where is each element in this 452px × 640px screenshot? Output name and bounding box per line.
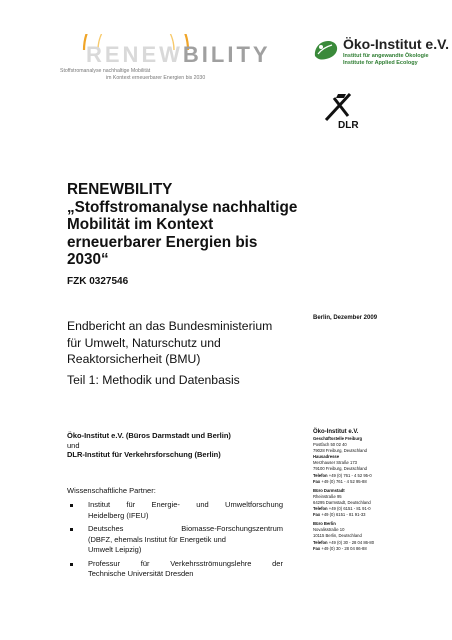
freiburg-line: 79100 Freiburg, Deutschland [313,466,368,472]
phone-label: Telefon [313,539,328,545]
berlin-line: 10115 Berlin, Deutschland [313,533,362,539]
oeko-institut-name: Öko-Institut e.V. [343,36,450,52]
berlin-head: Büro Berlin [313,521,336,527]
oeko-institut-tagline-en: Institute for Applied Ecology [343,60,418,66]
address-column [313,428,438,552]
partner-3-line-2: Technische Universität Dresden [88,569,194,578]
freiburg-line: 79028 Freiburg, Deutschland [313,448,368,454]
report-line-1: Endbericht an das Bundesministerium [67,319,273,333]
fax-label: Fax [313,512,321,518]
partner-1-word: für [126,500,136,509]
partners-list [67,500,283,583]
berlin-fax [313,546,438,552]
partner-3-word: der [272,558,283,568]
institution-conjunction: und [67,440,80,450]
fax-label: Fax [313,478,321,484]
renewbility-subtitle-1: Stoffstromanalyse nachhaltige Mobilität [60,68,151,74]
leaf-map-icon [312,38,340,64]
org-name: Öko-Institut e.V. [313,429,359,435]
phone-number: +49 (0) 6151 - 81 91-0 [328,506,371,512]
list-item [67,559,283,580]
dlr-logo [324,92,364,134]
report-part: Teil 1: Methodik und Datenbasis [67,373,240,387]
title-line-3: Mobilität im Kontext [67,216,214,233]
title-line-1: RENEWBILITY [67,181,173,198]
phone-number: +49 (0) 761 - 4 52 95-0 [328,472,372,478]
partner-1-word: Institut [88,500,111,509]
partner-1-word: Energie- [151,500,180,509]
freiburg-line: Merzhauser Straße 173 [313,460,357,466]
list-item [67,524,283,556]
document-title [67,181,317,269]
darmstadt-head: Büro Darmstadt [313,487,345,493]
report-line-2: für Umwelt, Naturschutz und [67,335,221,350]
partners-label: Wissenschaftliche Partner: [67,486,156,495]
fax-number: +49 (0) 761 - 4 52 95-88 [321,478,367,484]
freiburg-head: Geschäftsstelle Freiburg [313,436,363,441]
freiburg-line: Postfach 50 02 40 [313,442,347,448]
list-item [67,500,283,521]
phone-label: Telefon [313,506,328,512]
partner-1-line-2: Heidelberg (IFEU) [88,510,149,520]
fax-number: +49 (0) 6151 - 81 91-33 [321,512,366,518]
phone-number: +49 (0) 30 - 28 04 86-80 [328,539,375,545]
partner-2-line-2: (DBFZ, ehemals Institut für Energetik und [88,534,226,544]
partner-1-word: Umweltforschung [225,500,283,509]
fax-number: +49 (0) 30 - 28 04 86-88 [321,545,367,551]
title-line-2: „Stoffstromanalyse nachhaltige [67,198,298,216]
phone-label: Telefon [313,472,328,478]
publication-date: Berlin, Dezember 2009 [313,315,378,321]
partner-2-line-3: Umwelt Leipzig) [88,545,142,554]
renewbility-subtitle-2: im Kontext erneuerbarer Energien bis 2030 [106,75,206,81]
dlr-text: DLR [338,120,359,131]
report-description [67,318,272,368]
fax-label: Fax [313,545,321,551]
institution-1: Öko-Institut e.V. (Büros Darmstadt und Berlin) [67,431,231,440]
title-line-4: erneuerbarer Energien bis [67,233,258,251]
institution-2: DLR-Institut für Verkehrsforschung (Berlin) [67,450,221,459]
partner-1-word: und [196,500,209,509]
darmstadt-line: Rheinstraße 95 [313,493,342,499]
berlin-line: Novalisstraße 10 [313,527,345,533]
partner-3-word: für [140,558,150,568]
freiburg-head-2: Hausadresse [313,454,340,460]
oeko-institut-tagline-de: Institut für angewandte Ökologie [343,53,429,59]
partner-3-word: Verkehrsströmungslehre [170,558,252,568]
oeko-institut-logo [312,36,450,76]
dlr-emblem-icon [324,92,364,122]
report-line-3: Reaktorsicherheit (BMU) [67,352,201,366]
partner-2-word: Deutsches [88,524,124,533]
darmstadt-line: 64295 Darmstadt, Deutschland [313,499,371,505]
partner-3-word: Professur [88,558,121,568]
institutions [67,431,231,460]
renewbility-logo [40,36,271,92]
renewbility-wordmark: RENEWBILITY [86,42,271,67]
partner-2-word: Biomasse-Forschungszentrum [181,524,283,533]
fzk-number: FZK 0327546 [67,276,129,287]
title-line-5: 2030“ [67,251,109,268]
